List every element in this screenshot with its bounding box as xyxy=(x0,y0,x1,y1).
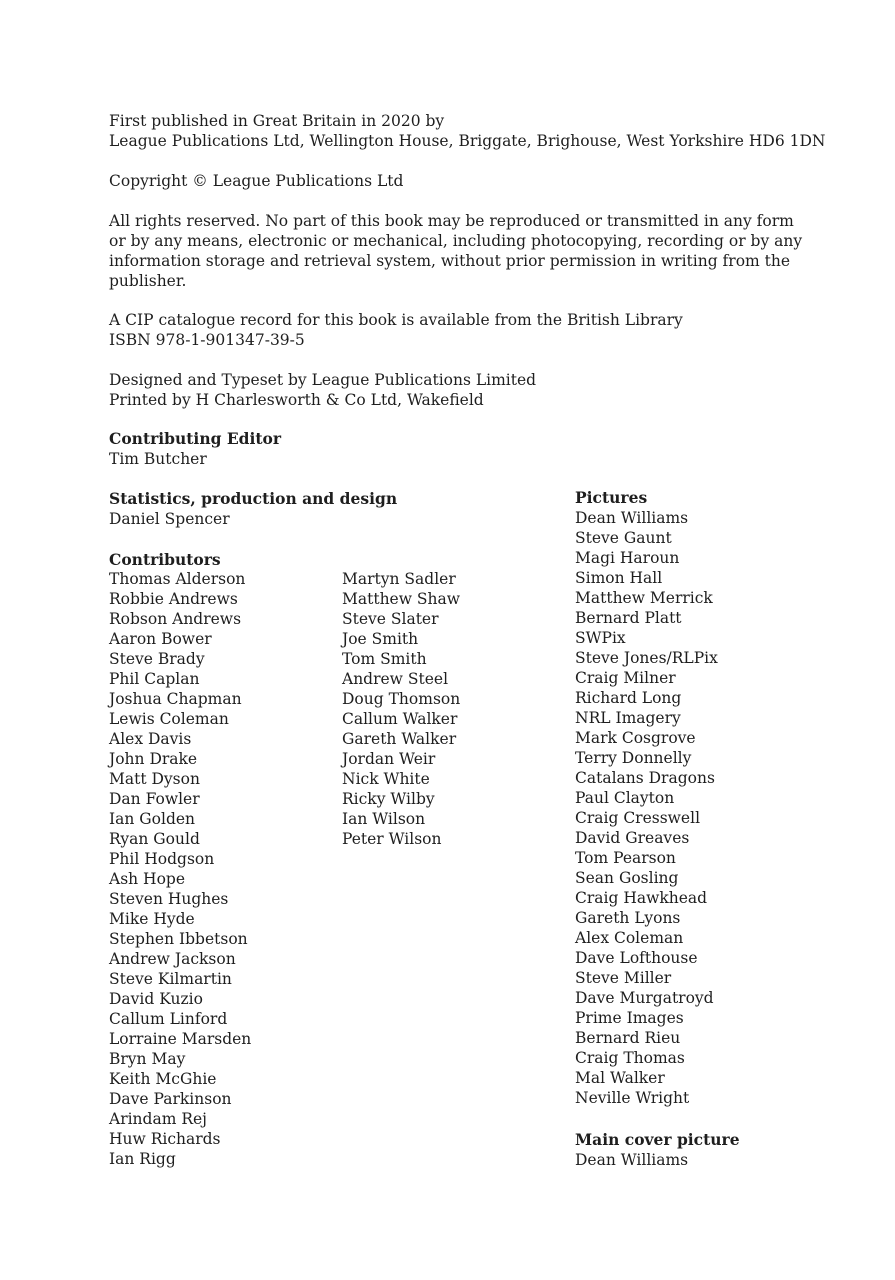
credit-name: Alex Coleman xyxy=(575,929,684,947)
credit-name: Bernard Rieu xyxy=(575,1029,681,1047)
section-heading: Statistics, production and design xyxy=(109,489,398,508)
credit-name: Joe Smith xyxy=(342,630,419,648)
credit-name: John Drake xyxy=(109,750,198,768)
credit-name: Ian Golden xyxy=(109,810,196,828)
contributing-editor-section xyxy=(109,429,281,469)
design-print-info xyxy=(109,370,536,410)
credit-name: Steve Jones/RLPix xyxy=(575,649,718,667)
credit-name: Dave Parkinson xyxy=(109,1090,232,1108)
credit-name: Tom Smith xyxy=(342,650,427,668)
credit-name: Craig Cresswell xyxy=(575,809,701,827)
credit-name: Matthew Merrick xyxy=(575,589,713,607)
rights-line: or by any means, electronic or mechanical, including photocopying, recording or by any xyxy=(109,232,803,250)
credit-name: Steve Kilmartin xyxy=(109,970,232,988)
credit-name: Ricky Wilby xyxy=(342,790,435,808)
credit-name: Dean Williams xyxy=(575,509,689,527)
credit-name: Ryan Gould xyxy=(109,830,200,848)
copyright-notice xyxy=(109,171,403,191)
pictures-list xyxy=(575,508,718,1108)
credit-name: SWPix xyxy=(575,629,626,647)
design-line: Designed and Typeset by League Publications Limited xyxy=(109,371,537,389)
credit-name: Martyn Sadler xyxy=(342,570,456,588)
credit-name: Callum Linford xyxy=(109,1010,228,1028)
credit-name: Craig Thomas xyxy=(575,1049,685,1067)
credit-name: Phil Caplan xyxy=(109,670,200,688)
credit-name: Tom Pearson xyxy=(575,849,676,867)
credit-name: Steve Gaunt xyxy=(575,529,672,547)
rights-line: information storage and retrieval system, without prior permission in writing from the xyxy=(109,252,791,270)
credit-name: Bernard Platt xyxy=(575,609,682,627)
credit-name: Aaron Bower xyxy=(109,630,212,648)
credit-name: Prime Images xyxy=(575,1009,684,1027)
credit-name: Matt Dyson xyxy=(109,770,200,788)
credit-name: Dave Lofthouse xyxy=(575,949,698,967)
credit-name: Ian Wilson xyxy=(342,810,426,828)
credit-name: Catalans Dragons xyxy=(575,769,715,787)
contributors-column-1 xyxy=(109,569,251,1169)
credit-name: Richard Long xyxy=(575,689,682,707)
credit-name: Callum Walker xyxy=(342,710,458,728)
credit-name: Ash Hope xyxy=(109,870,186,888)
cip-info xyxy=(109,310,683,350)
credit-name: Mal Walker xyxy=(575,1069,665,1087)
credit-name: Paul Clayton xyxy=(575,789,675,807)
publication-line: First published in Great Britain in 2020 by xyxy=(109,112,445,130)
credit-name: Lewis Coleman xyxy=(109,710,229,728)
credit-name: Huw Richards xyxy=(109,1130,221,1148)
cip-line: A CIP catalogue record for this book is available from the British Library xyxy=(109,311,683,329)
credit-name: Mike Hyde xyxy=(109,910,195,928)
pictures-heading: Pictures xyxy=(575,488,648,507)
credit-name: Ian Rigg xyxy=(109,1150,176,1168)
contributors-column-2 xyxy=(342,569,460,849)
publication-info xyxy=(109,111,825,151)
credit-name: Thomas Alderson xyxy=(109,570,246,588)
credit-name: Sean Gosling xyxy=(575,869,679,887)
credit-name: Keith McGhie xyxy=(109,1070,217,1088)
credit-name: Magi Haroun xyxy=(575,549,680,567)
credit-name: Andrew Jackson xyxy=(109,950,236,968)
copyright-line: Copyright © League Publications Ltd xyxy=(109,172,404,190)
rights-line: All rights reserved. No part of this book may be reproduced or transmitted in any form xyxy=(109,212,794,230)
credit-name: Bryn May xyxy=(109,1050,186,1068)
credit-name: Gareth Walker xyxy=(342,730,457,748)
credit-name: Craig Hawkhead xyxy=(575,889,708,907)
credit-name: Phil Hodgson xyxy=(109,850,215,868)
credit-name: Steven Hughes xyxy=(109,890,229,908)
credit-name: Joshua Chapman xyxy=(109,690,242,708)
credit-name: Craig Milner xyxy=(575,669,676,687)
cover-picture-credit: Dean Williams xyxy=(575,1151,689,1169)
publisher-address: League Publications Ltd, Wellington House, Briggate, Brighouse, West Yorkshire HD6 1DN xyxy=(109,132,826,150)
credit-name: Terry Donnelly xyxy=(575,749,692,767)
isbn: ISBN 978-1-901347-39-5 xyxy=(109,331,305,349)
credit-name: Doug Thomson xyxy=(342,690,461,708)
rights-statement xyxy=(109,211,802,291)
credit-name: Dave Murgatroyd xyxy=(575,989,714,1007)
credit-name: David Kuzio xyxy=(109,990,203,1008)
credit-name: Andrew Steel xyxy=(342,670,449,688)
stats-name: Daniel Spencer xyxy=(109,510,230,528)
credit-name: Robson Andrews xyxy=(109,610,242,628)
credit-name: Simon Hall xyxy=(575,569,663,587)
credit-name: Lorraine Marsden xyxy=(109,1030,252,1048)
credit-name: Matthew Shaw xyxy=(342,590,461,608)
contributors-heading: Contributors xyxy=(109,550,221,569)
rights-line: publisher. xyxy=(109,272,187,290)
cover-picture-heading: Main cover picture xyxy=(575,1130,740,1149)
credit-name: Jordan Weir xyxy=(342,750,436,768)
credit-name: Nick White xyxy=(342,770,430,788)
credit-name: Mark Cosgrove xyxy=(575,729,696,747)
editor-name: Tim Butcher xyxy=(109,450,207,468)
credit-name: David Greaves xyxy=(575,829,690,847)
credit-name: Dan Fowler xyxy=(109,790,200,808)
credit-name: Neville Wright xyxy=(575,1089,690,1107)
statistics-section xyxy=(109,489,397,529)
credit-name: Alex Davis xyxy=(109,730,192,748)
credit-name: Steve Miller xyxy=(575,969,672,987)
credit-name: Robbie Andrews xyxy=(109,590,238,608)
credit-name: Peter Wilson xyxy=(342,830,442,848)
credit-name: Arindam Rej xyxy=(109,1110,207,1128)
credit-name: Steve Brady xyxy=(109,650,205,668)
section-heading: Contributing Editor xyxy=(109,429,282,448)
credit-name: Gareth Lyons xyxy=(575,909,681,927)
credit-name: Steve Slater xyxy=(342,610,439,628)
credit-name: Stephen Ibbetson xyxy=(109,930,248,948)
credit-name: NRL Imagery xyxy=(575,709,681,727)
printer-line: Printed by H Charlesworth & Co Ltd, Wakefield xyxy=(109,391,484,409)
